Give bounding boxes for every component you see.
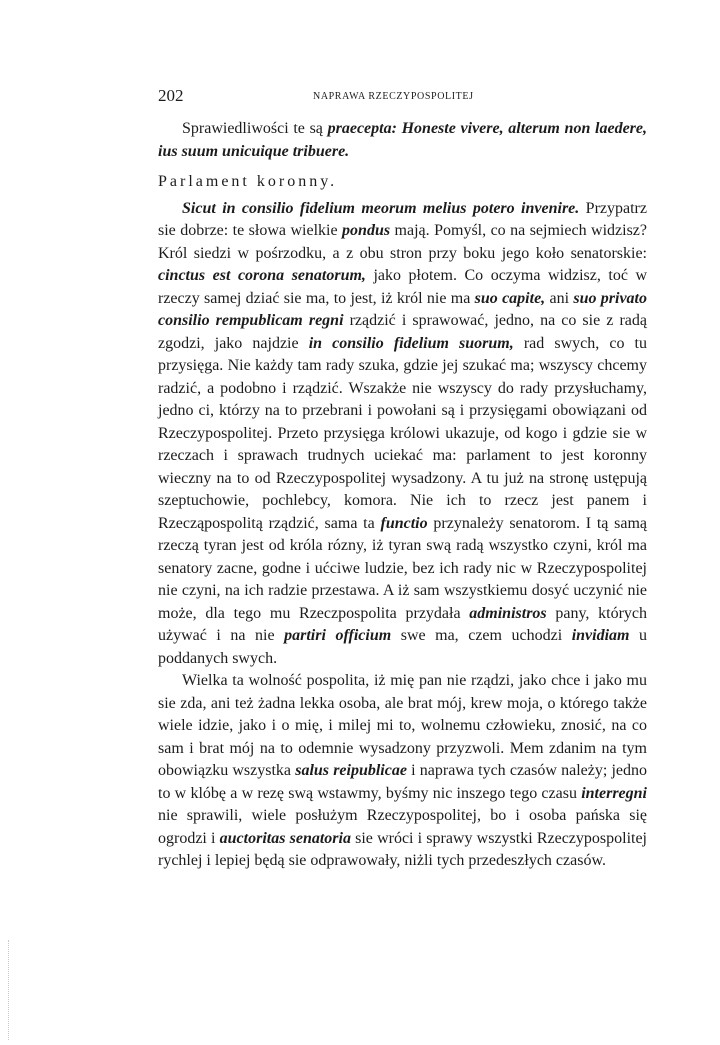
text-run: pany, których używać i na nie (158, 604, 647, 644)
latin-phrase: invidiam (571, 627, 630, 644)
text-run: Przypatrz sie dobrze: te słowa wielkie (158, 199, 647, 239)
scan-edge-marks (8, 940, 11, 1040)
latin-phrase: in consilio fidelium suorum, (308, 334, 514, 352)
latin-phrase: auctoritas senatoria (219, 829, 351, 847)
latin-phrase: partiri officium (284, 627, 392, 644)
paragraph-parliament (158, 198, 647, 671)
text-run: u poddanych swych. (158, 627, 648, 667)
text-run: i naprawa tych czasów należy; jedno to w klóbę a w rezę swą wstawmy, byśmy nic inszego tego czasu (158, 762, 648, 802)
latin-phrase: Sicut in consilio fidelium meorum melius potero invenire. (182, 199, 580, 217)
page-body (158, 118, 647, 873)
paragraph-liberty (158, 670, 647, 873)
paragraph-precepts (158, 118, 647, 163)
text-run: nie sprawili, wiele posłużym Rzeczypospolitej, bo i osoba pańska się ogrodzi i (158, 807, 647, 847)
running-title: NAPRAWA RZECZYPOSPOLITEJ (313, 91, 474, 102)
text-run: sie wróci i sprawy wszystki Rzeczypospolitej rychlej i lepiej będą sie odprawowały, niżli tych przedeszłych czasów. (158, 829, 648, 869)
latin-phrase: praecepta: Honeste vivere, alterum non laedere, ius suum unicuique tribuere. (158, 120, 648, 160)
text-run: swe ma, czem uchodzi (391, 627, 572, 644)
text-run: przynależy senatorom. I tą samą rzeczą tyran jest od króla rózny, iż tyran swą radą wszystko czyni, król ma senatory zacne, godne i ućciwe ludzie, bez ich rady nic w Rzeczypospolitej nie czyni, na ich radzie przestawa. A iż sam wszystkiemu dosyć uczynić nie może, dla tego mu Rzeczpospolita przydała (158, 514, 648, 622)
latin-phrase: pondus (342, 222, 391, 239)
text-run: ani (545, 289, 574, 307)
latin-phrase: functio (380, 514, 428, 532)
latin-phrase: salus reipublicae (295, 762, 407, 779)
latin-phrase: interregni (581, 784, 647, 802)
text-run: rządzić i sprawować, jedno, na co sie z radą zgodzi, jako najdzie (158, 312, 648, 352)
latin-phrase: cinctus est corona senatorum, (158, 267, 366, 284)
text-run: Sprawiedliwości te są (182, 120, 328, 137)
page-number: 202 (158, 86, 184, 105)
text-run: rad swych, co tu przysięga. Nie każdy tam rady szuka, gdzie jej szukać ma; wszyscy chcemy radzić, a podobno i rządzić. Wszakże nie wszyscy do rady przysłuchamy, jedno ci, którzy na to przebrani i powołani są i przysięgami obowiązani od Rzeczypospolitej. Przeto przysięga królowi ukazuje, od kogo i gdzie sie w rzeczach i sprawach trudnych uciekać ma: parlament to jest koronny wieczny na to od Rzeczypospolitej wysadzony. A tu już na stronę ustępują szeptuchowie, pochlebcy, komora. Nie ich to rzecz jest panem i Rzecząpospolitą rządzić, sama ta (158, 334, 648, 532)
page-header (158, 86, 678, 108)
text-run: jako płotem. Co oczyma widzisz, toć w rzeczy samej dziać sie ma, to jest, iż król nie ma (158, 267, 647, 307)
latin-phrase: administros (469, 604, 547, 622)
latin-phrase: suo privato consilio rempublicam regni (158, 289, 647, 329)
text-run: mają. Pomyśl, co na sejmiech widzisz? Król siedzi w pośrzodku, a z obu stron przy boku jego koło senatorskie: (158, 222, 648, 262)
latin-phrase: suo capite, (474, 289, 546, 307)
text-run: Wielka ta wolność pospolita, iż mię pan nie rządzi, jako chce i jako mu sie zda, ani też żadna lekka osoba, ale brat mój, krew moja, o którego także wiele idzie, jako i o mię, i milej mi to, wolnemu człowieku, znosić, na co sam i brat mój na to odemnie wysadzony przyzwoli. Mem zdanim na tym obowiązku wszystka (158, 672, 647, 779)
section-heading: Parlament koronny. (158, 173, 338, 190)
